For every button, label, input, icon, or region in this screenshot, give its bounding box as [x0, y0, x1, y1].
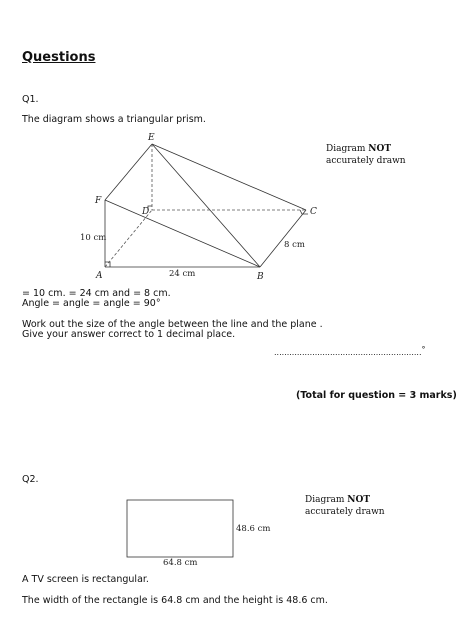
q1-note-not: NOT [368, 144, 392, 154]
label-f: F [95, 196, 102, 206]
dim-height-label: 10 cm [80, 233, 107, 243]
q1-note-prefix: Diagram [326, 144, 369, 154]
label-b: B [257, 272, 264, 282]
q2-dim-height-label: 48.6 cm [236, 524, 271, 534]
page-title: Questions [22, 50, 96, 65]
q2-diagram-note [305, 494, 385, 518]
q1-given-line1: = 10 cm. = 24 cm and = 8 cm. [22, 288, 171, 299]
dim-depth-label: 8 cm [284, 240, 305, 250]
q1-note-line2: accurately drawn [326, 156, 406, 166]
q2-note-line2: accurately drawn [305, 507, 385, 517]
q1-given-line2: Angle = angle = angle = 90° [22, 298, 161, 309]
label-e: E [148, 133, 155, 143]
q1-answer-unit: ° [421, 345, 426, 354]
label-a: A [96, 271, 103, 281]
q2-text-1: A TV screen is rectangular. [22, 574, 149, 585]
q2-note-not: NOT [347, 495, 371, 505]
q2-text-2: The width of the rectangle is 64.8 cm and the height is 48.6 cm. [22, 595, 328, 606]
q2-dim-width-label: 64.8 cm [163, 558, 198, 568]
q1-answer-dots: .......................................................... [274, 348, 422, 357]
q2-note-prefix: Diagram [305, 495, 348, 505]
q1-instruction-1: Work out the size of the angle between the line and the plane . [22, 319, 323, 330]
q1-total: (Total for question = 3 marks) [296, 390, 457, 401]
q1-instruction-2: Give your answer correct to 1 decimal place. [22, 329, 236, 340]
dim-width-label: 24 cm [169, 269, 196, 279]
tv-rectangle [127, 500, 233, 557]
q2-number: Q2. [22, 474, 39, 485]
label-c: C [310, 207, 317, 217]
label-d: D [142, 207, 150, 217]
q1-intro: The diagram shows a triangular prism. [22, 114, 206, 125]
q1-number: Q1. [22, 94, 39, 105]
